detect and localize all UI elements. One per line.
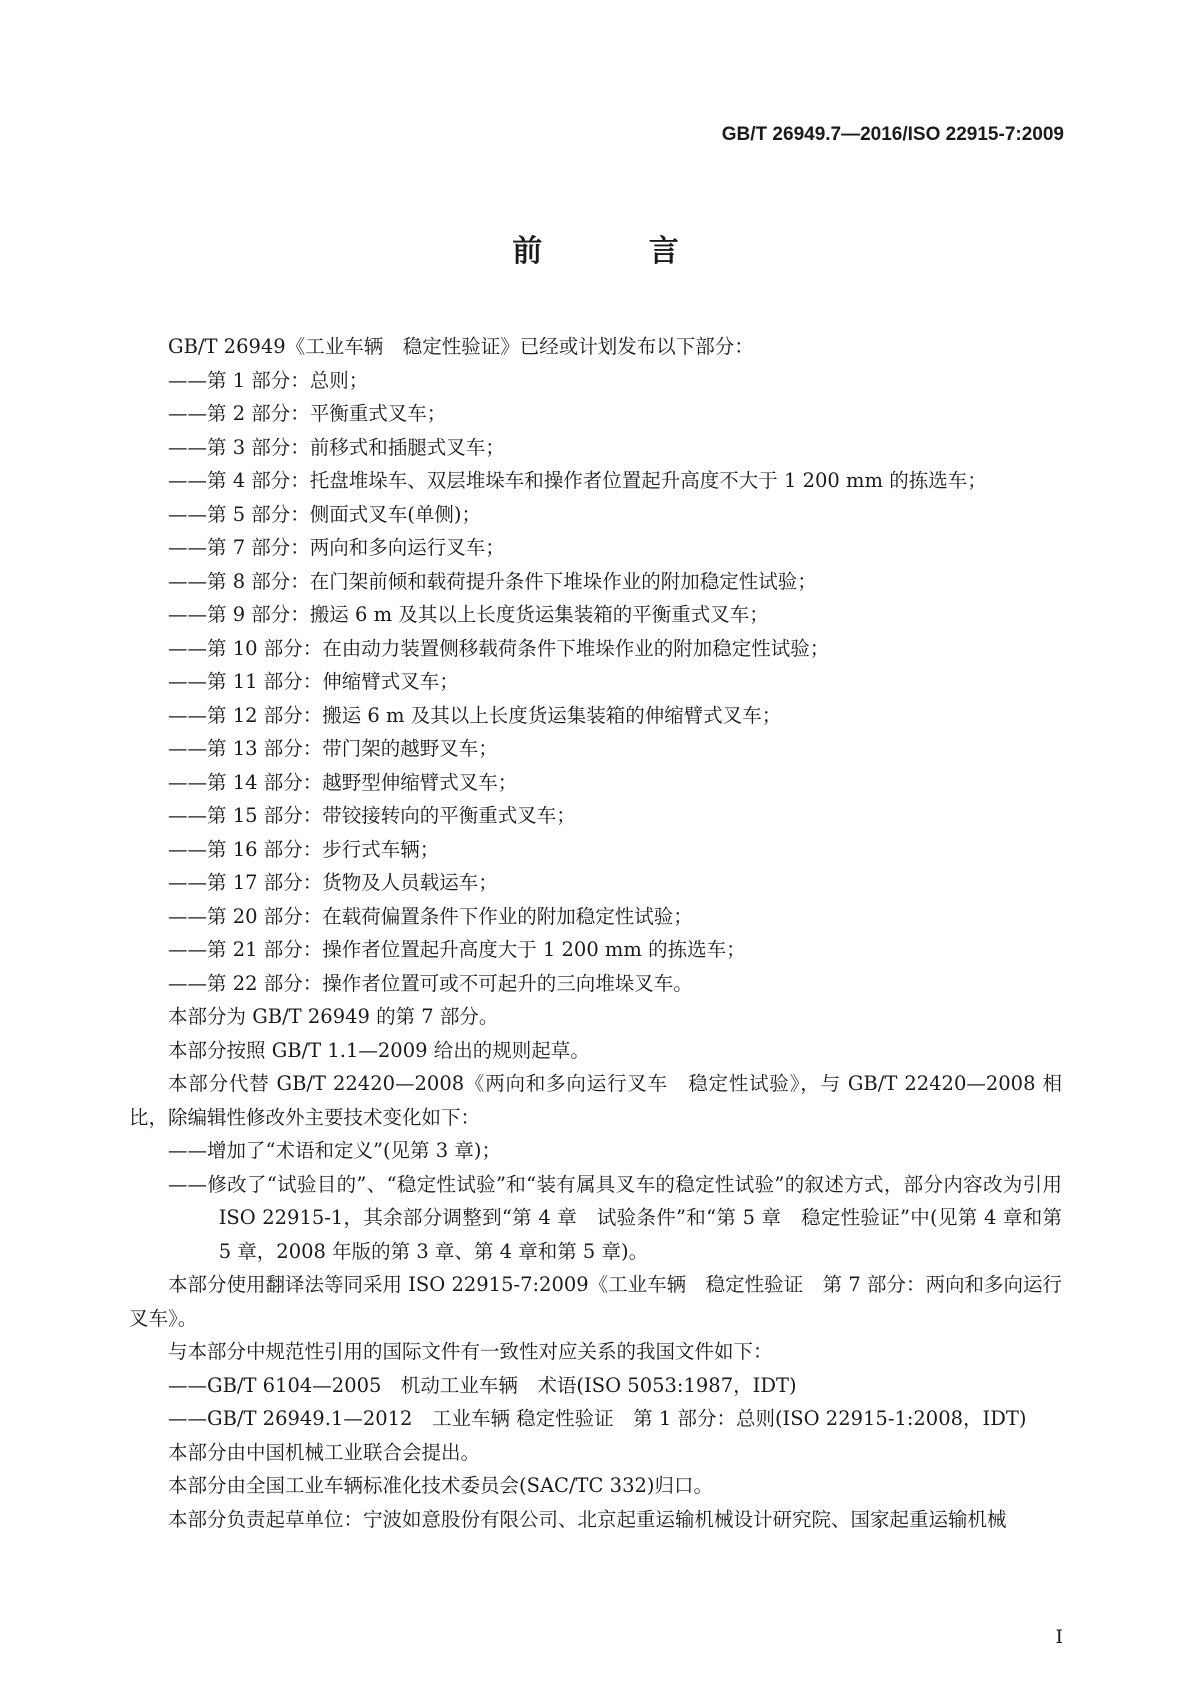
list-item: ——第 5 部分：侧面式叉车(单侧)； bbox=[168, 502, 482, 526]
page-title: 前 言 bbox=[512, 234, 727, 269]
reference-item: ——GB/T 6104—2005 机动工业车辆 术语(ISO 5053:1987，IDT) bbox=[168, 1373, 797, 1397]
list-item: ——第 22 部分：操作者位置可或不可起升的三向堆垛叉车。 bbox=[168, 971, 693, 995]
reference-item: ——GB/T 26949.1—2012 工业车辆 稳定性验证 第 1 部分：总则(ISO 22915-1:2008，IDT) bbox=[168, 1407, 1027, 1430]
list-item: ——第 3 部分：前移式和插腿式叉车； bbox=[168, 435, 505, 459]
list-item: ——第 14 部分：越野型伸缩臂式叉车； bbox=[168, 770, 518, 794]
list-item: ——第 10 部分：在由动力装置侧移载荷条件下堆垛作业的附加稳定性试验； bbox=[168, 636, 830, 660]
list-item: ——第 12 部分：搬运 6 m 及其以上长度货运集装箱的伸缩臂式叉车； bbox=[168, 703, 782, 727]
rules-statement: 本部分按照 GB/T 1.1—2009 给出的规则起草。 bbox=[168, 1038, 590, 1062]
list-item: ——第 13 部分：带门架的越野叉车； bbox=[168, 737, 498, 760]
list-item: ——第 2 部分：平衡重式叉车； bbox=[168, 402, 447, 425]
list-item: ——第 20 部分：在载荷偏置条件下作业的附加稳定性试验； bbox=[168, 904, 693, 928]
list-item: ——第 21 部分：操作者位置起升高度大于 1 200 mm 的拣选车； bbox=[168, 938, 746, 961]
list-item: ——第 16 部分：步行式车辆； bbox=[168, 837, 440, 861]
standard-code-header: GB/T 26949.7—2016/ISO 22915-7:2009 bbox=[721, 124, 1064, 145]
drafting-units: 本部分负责起草单位：宁波如意股份有限公司、北京起重运输机械设计研究院、国家起重运输机械 bbox=[168, 1507, 1007, 1531]
list-item: ——第 7 部分：两向和多向运行叉车； bbox=[168, 536, 505, 559]
list-item: ——第 9 部分：搬运 6 m 及其以上长度货运集装箱的平衡重式叉车； bbox=[168, 603, 769, 626]
foreword-body bbox=[129, 330, 1062, 1536]
centralized-by: 本部分由全国工业车辆标准化技术委员会(SAC/TC 332)归口。 bbox=[168, 1474, 713, 1497]
list-item: ——第 8 部分：在门架前倾和载荷提升条件下堆垛作业的附加稳定性试验； bbox=[168, 569, 817, 593]
list-item: ——第 11 部分：伸缩臂式叉车； bbox=[168, 670, 459, 693]
intro-paragraph: GB/T 26949《工业车辆 稳定性验证》已经或计划发布以下部分： bbox=[168, 335, 754, 358]
correspondence-intro: 与本部分中规范性引用的国际文件有一致性对应关系的我国文件如下： bbox=[168, 1340, 773, 1363]
change-item: ——修改了“试验目的”、“稳定性试验”和“装有属具叉车的稳定性试验”的叙述方式，部分内容改为引用 ISO 22915-1，其余部分调整到“第 4 章 试验条件”和“第 5 章 稳定性验证”中(见第 4 章和第 5 章，2008 年版的第 3 章、第 4 章和第 5 章)。 bbox=[168, 1172, 1062, 1263]
page-number: I bbox=[1055, 1626, 1063, 1648]
list-item: ——第 1 部分：总则； bbox=[168, 368, 369, 392]
replacement-paragraph: 本部分代替 GB/T 22420—2008《两向和多向运行叉车 稳定性试验》，与 GB/T 22420—2008 相比，除编辑性修改外主要技术变化如下： bbox=[129, 1072, 1062, 1129]
translation-paragraph: 本部分使用翻译法等同采用 ISO 22915-7:2009《工业车辆 稳定性验证 第 7 部分：两向和多向运行叉车》。 bbox=[129, 1273, 1062, 1330]
list-item: ——第 4 部分：托盘堆垛车、双层堆垛车和操作者位置起升高度不大于 1 200 mm 的拣选车； bbox=[168, 469, 987, 492]
list-item: ——第 15 部分：带铰接转向的平衡重式叉车； bbox=[168, 804, 576, 827]
list-item: ——第 17 部分：货物及人员载运车； bbox=[168, 871, 498, 894]
proposed-by: 本部分由中国机械工业联合会提出。 bbox=[168, 1440, 481, 1464]
change-item: ——增加了“术语和定义”(见第 3 章)； bbox=[168, 1139, 501, 1162]
part-statement: 本部分为 GB/T 26949 的第 7 部分。 bbox=[168, 1005, 499, 1028]
